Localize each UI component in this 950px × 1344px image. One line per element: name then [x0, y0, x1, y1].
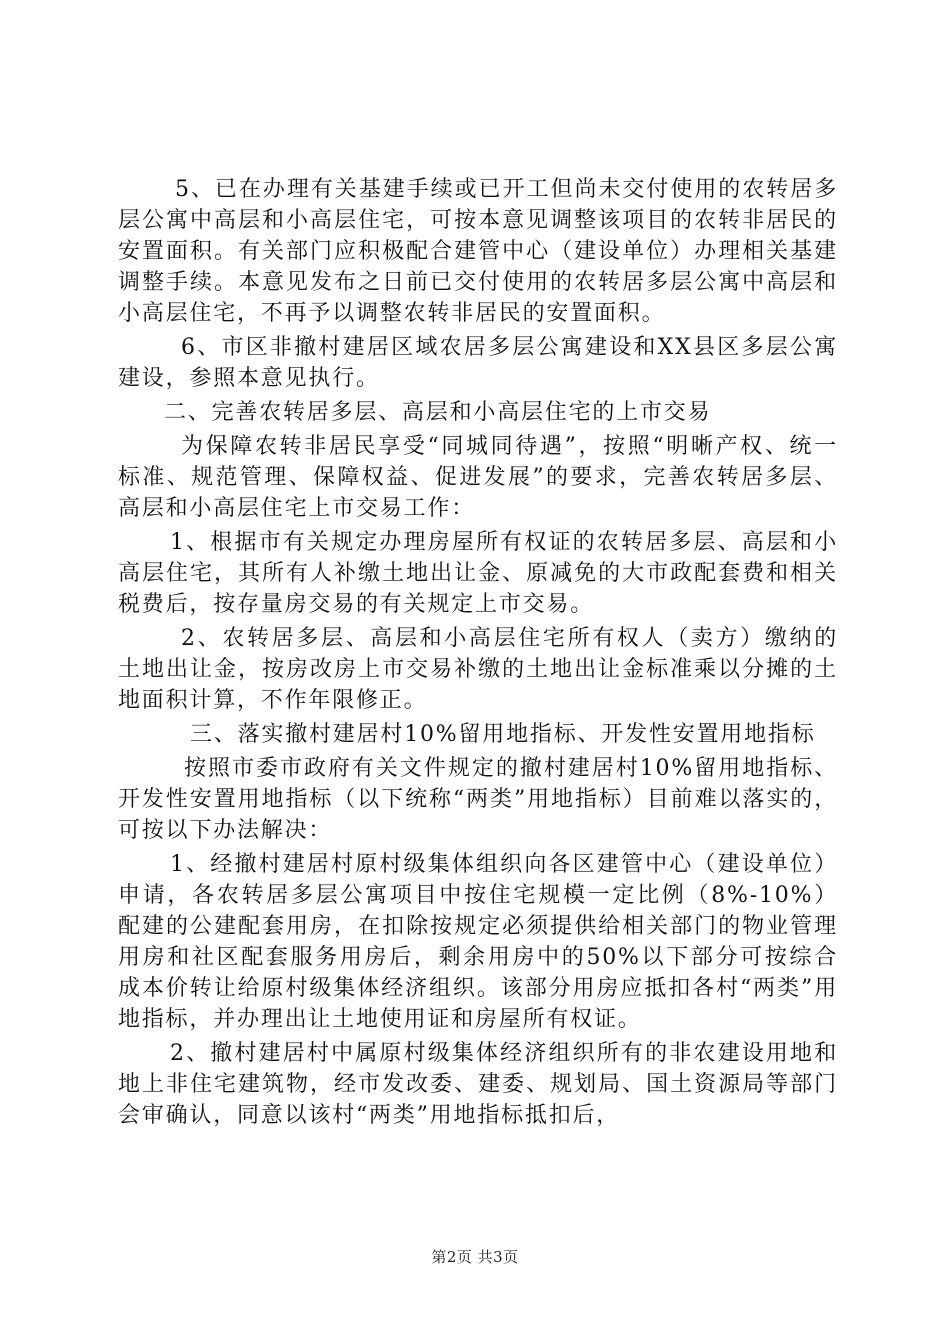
paragraph-item-2-2: 2、农转居多层、高层和小高层住宅所有权人（卖方）缴纳的土地出让金，按房改房上市交易补缴的土地出让金标准乘以分摊的土地面积计算，不作年限修正。	[118, 626, 838, 713]
section-heading-3: 三、落实撤村建居村10%留用地指标、开发性安置用地指标	[190, 722, 816, 747]
paragraph-item-3-1: 1、经撤村建居村原村级集体组织向各区建管中心（建设单位）申请，各农转居多层公寓项目中按住宅规模一定比例（8%-10%）配建的公建配套用房，在扣除按规定必须提供给相关部门的物业管理用房和社区配套服务用房后，剩余用房中的50%以下部分可按综合成本价转让给原村级集体经济组织。该部分用房应抵扣各村“两类”用地指标，并办理出让土地使用证和房屋所有权证。	[118, 852, 838, 1032]
paragraph-intro-3: 按照市委市政府有关文件规定的撤村建居村10%留用地指标、开发性安置用地指标（以下统称“两类”用地指标）目前难以落实的，可按以下办法解决：	[118, 756, 838, 843]
paragraph-item-6: 6、市区非撤村建居区域农居多层公寓建设和XX县区多层公寓建设，参照本意见执行。	[118, 335, 838, 391]
paragraph-item-3-2: 2、撤村建居村中属原村级集体经济组织所有的非农建设用地和地上非住宅建筑物，经市发改委、建委、规划局、国土资源局等部门会审确认，同意以该村“两类”用地指标抵扣后，	[118, 1041, 838, 1128]
paragraph-item-2-1: 1、根据市有关规定办理房屋所有权证的农转居多层、高层和小高层住宅，其所有人补缴土地出让金、原减免的大市政配套费和相关税费后，按存量房交易的有关规定上市交易。	[118, 530, 838, 617]
page-footer: 第2页 共3页	[431, 1248, 519, 1266]
document-body	[118, 174, 838, 1131]
paragraph-item-5: 5、已在办理有关基建手续或已开工但尚未交付使用的农转居多层公寓中高层和小高层住宅，可按本意见调整该项目的农转非居民的安置面积。有关部门应积极配合建管中心（建设单位）办理相关基建调整手续。本意见发布之日前已交付使用的农转居多层公寓中高层和小高层住宅，不再予以调整农转非居民的安置面积。	[118, 177, 838, 326]
section-heading-2: 二、完善农转居多层、高层和小高层住宅的上市交易	[164, 400, 712, 425]
paragraph-intro-2: 为保障农转非居民享受“同城同待遇”，按照“明晰产权、统一标准、规范管理、保障权益、促进发展”的要求，完善农转居多层、高层和小高层住宅上市交易工作：	[118, 434, 838, 521]
